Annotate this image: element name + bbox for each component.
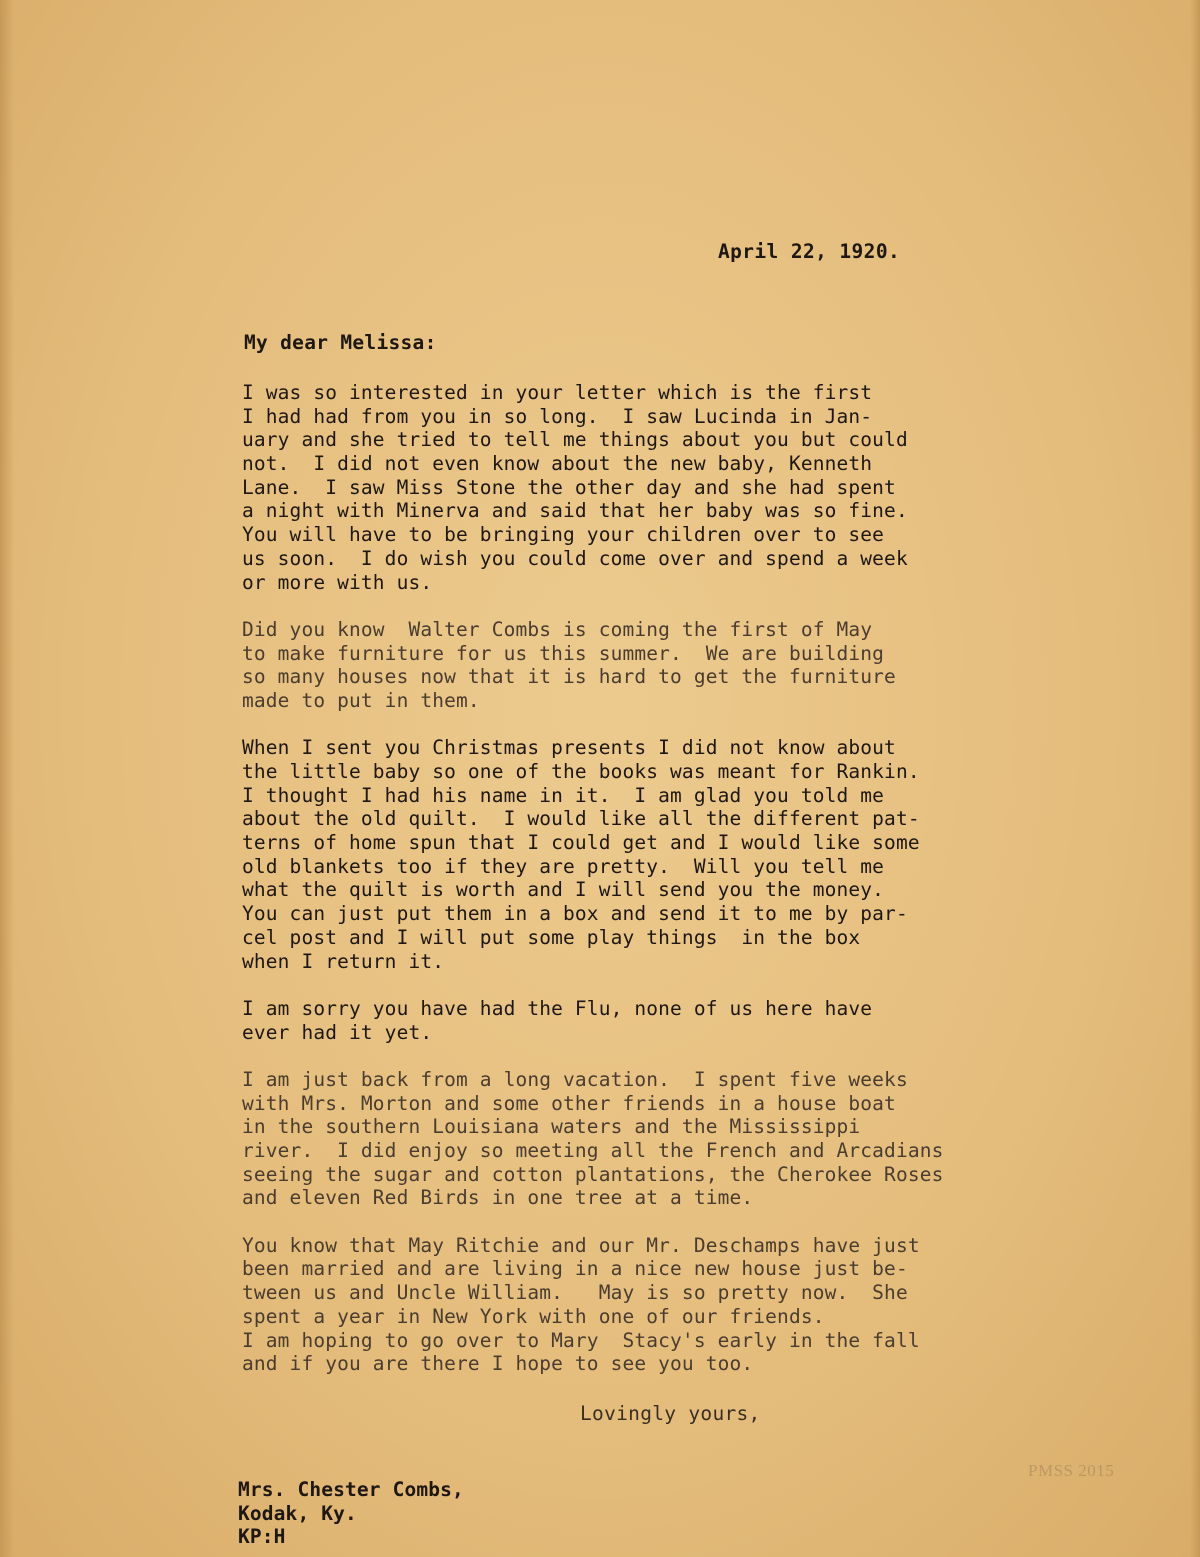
text-line: tween us and Uncle William. May is so pretty now. She [242,1281,908,1305]
paragraph-6 [242,1234,1102,1376]
letter-date: April 22, 1920. [718,240,901,263]
text-line: You can just put them in a box and send it to me by par- [242,902,908,926]
text-line: I had had from you in so long. I saw Lucinda in Jan- [242,404,873,428]
text-line: not. I did not even know about the new baby, Kenneth [242,452,873,476]
letter-body [242,381,1102,1400]
text-line: seeing the sugar and cotton plantations, the Cherokee Roses [242,1162,944,1186]
address-line: KP:H [238,1525,286,1549]
text-line: Lane. I saw Miss Stone the other day and she had spent [242,475,896,499]
text-line: When I sent you Christmas presents I did not know about [242,736,896,760]
paragraph-3 [242,736,1102,973]
text-line: in the southern Louisiana waters and the Mississippi [242,1115,861,1139]
text-line: cel post and I will put some play things in the box [242,925,861,949]
text-line: and if you are there I hope to see you too. [242,1352,754,1376]
text-line: when I return it. [242,949,445,973]
text-line: to make furniture for us this summer. We are building [242,641,885,665]
text-line: spent a year in New York with one of our friends. [242,1304,825,1328]
paper-edge-right [1190,0,1200,1557]
paper-edge-left [0,0,14,1557]
salutation: My dear Melissa: [244,331,437,354]
text-line: and eleven Red Birds in one tree at a time. [242,1186,754,1210]
text-line: I am sorry you have had the Flu, none of us here have [242,996,873,1020]
archive-stamp: PMSS 2015 [1028,1461,1115,1480]
text-line: about the old quilt. I would like all the different pat- [242,807,920,831]
text-line: You know that May Ritchie and our Mr. Deschamps have just [242,1233,920,1257]
text-line: ever had it yet. [242,1020,433,1044]
text-line: been married and are living in a nice new house just be- [242,1257,908,1281]
text-line: I was so interested in your letter which is the first [242,381,873,404]
text-line: river. I did enjoy so meeting all the French and Arcadians [242,1139,944,1162]
address-line: Mrs. Chester Combs, [238,1478,464,1501]
paragraph-1 [242,381,1102,594]
address-line: Kodak, Ky. [238,1501,357,1525]
paragraph-5 [242,1068,1102,1210]
text-line: the little baby so one of the books was meant for Rankin. [242,760,920,783]
paragraph-2 [242,618,1102,713]
paragraph-4 [242,997,1102,1044]
text-line: with Mrs. Morton and some other friends in a house boat [242,1091,896,1115]
text-line: Did you know Walter Combs is coming the first of May [242,617,873,641]
text-line: so many houses now that it is hard to get the furniture [242,665,896,689]
text-line: what the quilt is worth and I will send you the money. [242,878,885,902]
text-line: You will have to be bringing your children over to see [242,523,885,547]
text-line: old blankets too if they are pretty. Will you tell me [242,854,885,878]
text-line: I thought I had his name in it. I am glad you told me [242,783,885,807]
text-line: uary and she tried to tell me things about you but could [242,428,908,452]
text-line: made to put in them. [242,688,480,712]
closing: Lovingly yours, [580,1402,761,1425]
text-line: us soon. I do wish you could come over and spend a week [242,546,908,570]
text-line: or more with us. [242,570,433,594]
text-line: a night with Minerva and said that her baby was so fine. [242,499,908,523]
text-line: I am just back from a long vacation. I spent five weeks [242,1067,908,1091]
text-line: I am hoping to go over to Mary Stacy's early in the fall [242,1328,920,1352]
text-line: terns of home spun that I could get and I would like some [242,831,920,855]
recipient-address [238,1478,464,1549]
